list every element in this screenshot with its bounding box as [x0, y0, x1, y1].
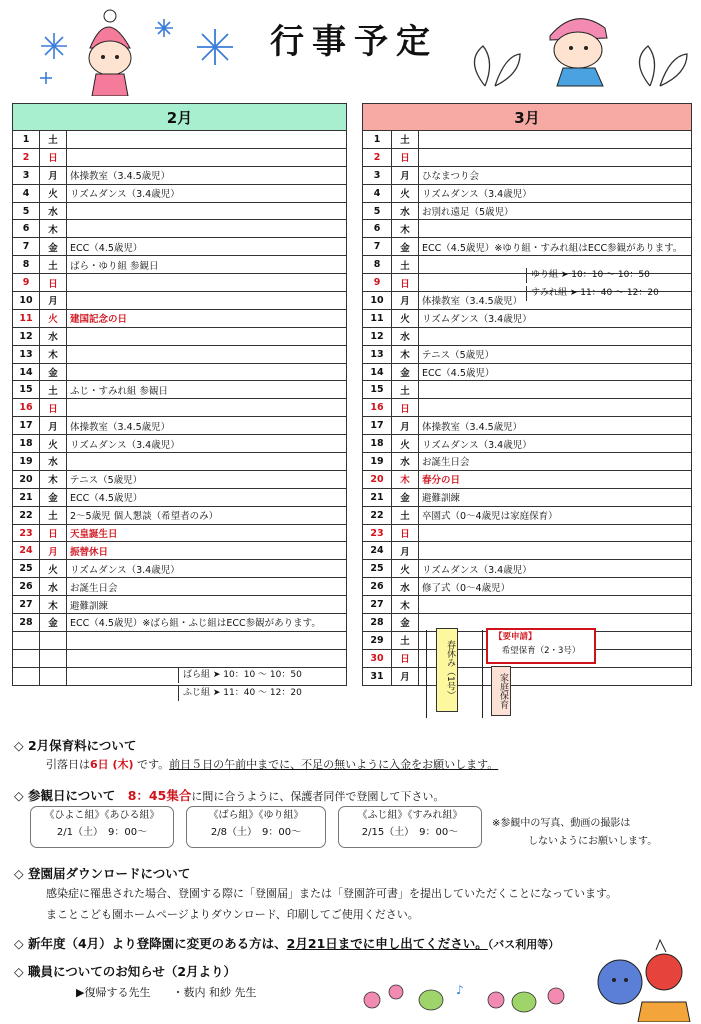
photo-note-1: ※参観中の写真、動画の撮影は: [492, 818, 631, 829]
mar-event: [419, 148, 692, 166]
feb-event: ばら・ゆり組 参観日: [67, 256, 347, 274]
mar-weekday: 月: [392, 417, 419, 435]
mar-day-number: 27: [363, 596, 392, 614]
mar-event: [419, 381, 692, 399]
mar-day-number: 14: [363, 363, 392, 381]
spring-break-arrow: [426, 630, 427, 718]
mar-day-number: 1: [363, 131, 392, 149]
march-header: 3月: [363, 104, 692, 131]
feb-event: [67, 399, 347, 417]
feb-event: [67, 274, 347, 292]
mar-day-number: 9: [363, 274, 392, 292]
mar-weekday: 火: [392, 560, 419, 578]
feb-event: ECC（4.5歳児）: [67, 238, 347, 256]
feb-row: [13, 488, 347, 506]
feb-event: 天皇誕生日: [67, 524, 347, 542]
feb-event: ECC（4.5歳児）※ばら組・ふじ組はECC参観があります。: [67, 614, 347, 632]
mar-row: [363, 488, 692, 506]
feb-day-number: [13, 631, 40, 649]
mar-row: [363, 363, 692, 381]
mar-row: [363, 131, 692, 149]
mar-row: [363, 327, 692, 345]
feb-day-number: 16: [13, 399, 40, 417]
svg-text:♪: ♪: [456, 983, 464, 997]
mar-row: [363, 220, 692, 238]
mar-weekday: 月: [392, 166, 419, 184]
mar-day-number: 17: [363, 417, 392, 435]
spring-break-label: 春休み（1号）: [436, 628, 458, 712]
feb-day-number: 20: [13, 470, 40, 488]
feb-weekday: 土: [40, 256, 67, 274]
mar-weekday: 日: [392, 524, 419, 542]
mar-weekday: 日: [392, 148, 419, 166]
feb-event: 体操教室（3.4.5歳児）: [67, 417, 347, 435]
feb-day-number: 14: [13, 363, 40, 381]
feb-day-number: 9: [13, 274, 40, 292]
download-text-1: 感染症に罹患された場合、登園する際に「登園届」または「登園許可書」を提出していただくことになっています。: [46, 887, 618, 900]
feb-event: [67, 327, 347, 345]
feb-row: [13, 578, 347, 596]
new-year-notice: ◇ 新年度（4月）より登降園に変更のある方は、2月21日までに申し出てください。（バス利用等）: [14, 936, 560, 951]
feb-day-number: 3: [13, 166, 40, 184]
mar-day-number: 7: [363, 238, 392, 256]
download-text-2: まことこども園ホームページよりダウンロード、印刷してご使用ください。: [46, 908, 419, 921]
feb-row: [13, 202, 347, 220]
feb-day-number: 12: [13, 327, 40, 345]
february-calendar: [12, 103, 347, 686]
feb-day-number: 2: [13, 148, 40, 166]
mar-weekday: 水: [392, 453, 419, 471]
feb-row: [13, 345, 347, 363]
feb-row: [13, 560, 347, 578]
feb-weekday: 月: [40, 292, 67, 310]
mar-event: 修了式（0～4歳児）: [419, 578, 692, 596]
mar-row: [363, 435, 692, 453]
feb-weekday: 日: [40, 274, 67, 292]
mar-weekday: 木: [392, 470, 419, 488]
mar-weekday: 金: [392, 363, 419, 381]
feb-event: リズムダンス（3.4歳児）: [67, 184, 347, 202]
feb-weekday: [40, 667, 67, 685]
feb-row: [13, 649, 347, 667]
feb-event: [67, 345, 347, 363]
mar-event: リズムダンス（3.4歳児）: [419, 309, 692, 327]
mar-day-number: 5: [363, 202, 392, 220]
feb-row: [13, 363, 347, 381]
mar-weekday: 土: [392, 256, 419, 274]
feb-row: [13, 417, 347, 435]
feb-event: [67, 220, 347, 238]
mar-row: [363, 596, 692, 614]
feb-weekday: 月: [40, 166, 67, 184]
mar-event: [419, 131, 692, 149]
feb-row: [13, 256, 347, 274]
feb-day-number: 28: [13, 614, 40, 632]
feb-day-number: [13, 649, 40, 667]
feb-day-number: 18: [13, 435, 40, 453]
feb-row: [13, 148, 347, 166]
feb-event: [67, 202, 347, 220]
feb-weekday: 土: [40, 506, 67, 524]
mar-event: 春分の日: [419, 470, 692, 488]
mar-weekday: 水: [392, 327, 419, 345]
mar-weekday: 月: [392, 292, 419, 310]
mar-weekday: 土: [392, 381, 419, 399]
feb-weekday: 水: [40, 327, 67, 345]
page-title: 行事予定: [270, 22, 438, 62]
feb-row: [13, 542, 347, 560]
mar-row: [363, 578, 692, 596]
feb-row: [13, 274, 347, 292]
feb-event: ECC（4.5歳児）: [67, 488, 347, 506]
feb-day-number: 24: [13, 542, 40, 560]
mar-weekday: 木: [392, 220, 419, 238]
mar-day-number: 2: [363, 148, 392, 166]
feb-event: ふじ・すみれ組 参観日: [67, 381, 347, 399]
home-care-label: 家庭保育: [491, 666, 511, 716]
photo-note-2: しないようにお願いします。: [528, 836, 658, 847]
feb-fuji-time: ふじ組 ➤ 11：40 ～ 12：20: [178, 686, 302, 701]
fee-heading: ◇ 2月保育料について: [14, 738, 137, 753]
feb-day-number: 15: [13, 381, 40, 399]
feb-event: テニス（5歳児）: [67, 470, 347, 488]
feb-event: 2～5歳児 個人懇談（希望者のみ）: [67, 506, 347, 524]
feb-day-number: 10: [13, 292, 40, 310]
mar-weekday: 日: [392, 274, 419, 292]
feb-day-number: 8: [13, 256, 40, 274]
mar-weekday: 木: [392, 345, 419, 363]
feb-weekday: 日: [40, 148, 67, 166]
mar-weekday: 木: [392, 596, 419, 614]
mar-day-number: 29: [363, 631, 392, 649]
feb-weekday: 日: [40, 524, 67, 542]
feb-day-number: 25: [13, 560, 40, 578]
feb-day-number: 1: [13, 131, 40, 149]
mar-day-number: 6: [363, 220, 392, 238]
feb-day-number: 22: [13, 506, 40, 524]
mar-weekday: 金: [392, 488, 419, 506]
mar-day-number: 10: [363, 292, 392, 310]
mar-row: [363, 470, 692, 488]
mar-row: [363, 238, 692, 256]
feb-day-number: 26: [13, 578, 40, 596]
mar-weekday: 日: [392, 649, 419, 667]
feb-day-number: 17: [13, 417, 40, 435]
mar-yuri-time: ゆり組 ➤ 10：10 ～ 10：50: [526, 268, 650, 283]
visit-box-fuji-sumire: 《ふじ組》《すみれ組》 2/15（土） 9：00～: [338, 806, 482, 848]
mar-day-number: 4: [363, 184, 392, 202]
feb-row: [13, 506, 347, 524]
mar-row: [363, 381, 692, 399]
snowflake-icon: [193, 25, 237, 69]
feb-event: [67, 148, 347, 166]
mar-event: ひなまつり会: [419, 166, 692, 184]
feb-weekday: 水: [40, 578, 67, 596]
mar-weekday: 月: [392, 667, 419, 685]
mar-row: [363, 166, 692, 184]
mar-row: [363, 667, 692, 685]
feb-day-number: 13: [13, 345, 40, 363]
mar-event: [419, 596, 692, 614]
feb-row: [13, 399, 347, 417]
feb-day-number: 7: [13, 238, 40, 256]
mar-day-number: 21: [363, 488, 392, 506]
flowers-birds-illustration: [356, 978, 576, 1018]
mar-row: [363, 453, 692, 471]
feb-weekday: 水: [40, 453, 67, 471]
feb-weekday: 金: [40, 238, 67, 256]
feb-bara-time: ばら組 ➤ 10：10 ～ 10：50: [178, 668, 302, 683]
visit-box-hiyoko-ahiru: 《ひよこ組》《あひる組》 2/1（土） 9：00～: [30, 806, 174, 848]
feb-day-number: 4: [13, 184, 40, 202]
march-calendar: [362, 103, 692, 686]
feb-row: [13, 327, 347, 345]
feb-event: [67, 363, 347, 381]
feb-weekday: 月: [40, 542, 67, 560]
feb-row: [13, 309, 347, 327]
feb-row: [13, 614, 347, 632]
mar-event: [419, 220, 692, 238]
feb-weekday: 金: [40, 614, 67, 632]
feb-row: [13, 184, 347, 202]
mar-day-number: 31: [363, 667, 392, 685]
feb-row: [13, 631, 347, 649]
running-child-illustration: [465, 6, 697, 96]
mar-day-number: 19: [363, 453, 392, 471]
feb-weekday: 火: [40, 435, 67, 453]
mar-row: [363, 309, 692, 327]
feb-weekday: 日: [40, 399, 67, 417]
feb-row: [13, 524, 347, 542]
mar-day-number: 18: [363, 435, 392, 453]
fee-text: 引落日は6日 (木) です。前日５日の午前中までに、不足の無いように入金をお願いします。: [46, 758, 499, 771]
mar-row: [363, 417, 692, 435]
mar-row: [363, 148, 692, 166]
february-header: 2月: [13, 104, 347, 131]
feb-event: リズムダンス（3.4歳児）: [67, 560, 347, 578]
feb-row: [13, 596, 347, 614]
mar-event: リズムダンス（3.4歳児）: [419, 560, 692, 578]
feb-day-number: 5: [13, 202, 40, 220]
feb-weekday: 木: [40, 470, 67, 488]
feb-row: [13, 238, 347, 256]
feb-event: 避難訓練: [67, 596, 347, 614]
mar-row: [363, 202, 692, 220]
feb-row: [13, 381, 347, 399]
mar-weekday: 月: [392, 542, 419, 560]
staff-returning: ▶復帰する先生 ・薮内 和紗 先生: [76, 986, 257, 999]
feb-row: [13, 131, 347, 149]
mar-weekday: 水: [392, 202, 419, 220]
feb-weekday: 火: [40, 184, 67, 202]
feb-row: [13, 435, 347, 453]
feb-event: 建国記念の日: [67, 309, 347, 327]
mar-day-number: 13: [363, 345, 392, 363]
mar-event: [419, 327, 692, 345]
snowflake-girl-illustration: [32, 8, 182, 96]
mar-weekday: 火: [392, 309, 419, 327]
mar-day-number: 15: [363, 381, 392, 399]
feb-day-number: 27: [13, 596, 40, 614]
feb-row: [13, 220, 347, 238]
mar-day-number: 12: [363, 327, 392, 345]
feb-row: [13, 453, 347, 471]
feb-weekday: 水: [40, 202, 67, 220]
mar-day-number: 24: [363, 542, 392, 560]
feb-weekday: 月: [40, 417, 67, 435]
feb-weekday: 木: [40, 345, 67, 363]
mar-day-number: 26: [363, 578, 392, 596]
mar-event: [419, 667, 692, 685]
mar-row: [363, 184, 692, 202]
mar-day-number: 11: [363, 309, 392, 327]
visit-box-bara-yuri: 《ばら組》《ゆり組》 2/8（土） 9：00～: [186, 806, 326, 848]
feb-event: [67, 631, 347, 649]
home-care-arrow: [482, 630, 483, 718]
feb-day-number: 21: [13, 488, 40, 506]
mar-weekday: 水: [392, 578, 419, 596]
mar-day-number: 25: [363, 560, 392, 578]
mar-weekday: 土: [392, 631, 419, 649]
feb-event: [67, 649, 347, 667]
mar-event: リズムダンス（3.4歳児）: [419, 435, 692, 453]
feb-row: [13, 166, 347, 184]
mar-event: リズムダンス（3.4歳児）: [419, 184, 692, 202]
mar-row: [363, 560, 692, 578]
mar-event: 体操教室（3.4.5歳児）: [419, 417, 692, 435]
feb-day-number: 6: [13, 220, 40, 238]
feb-event: 振替休日: [67, 542, 347, 560]
mar-day-number: 3: [363, 166, 392, 184]
feb-weekday: 木: [40, 220, 67, 238]
mar-weekday: 日: [392, 399, 419, 417]
feb-weekday: [40, 631, 67, 649]
mar-event: [419, 542, 692, 560]
mar-weekday: 火: [392, 435, 419, 453]
feb-weekday: 金: [40, 363, 67, 381]
feb-event: お誕生日会: [67, 578, 347, 596]
feb-weekday: [40, 649, 67, 667]
special-care-request-box: [486, 628, 596, 664]
mar-event: お別れ遠足（5歳児）: [419, 202, 692, 220]
mar-day-number: 23: [363, 524, 392, 542]
feb-day-number: [13, 667, 40, 685]
download-heading: ◇ 登園届ダウンロードについて: [14, 866, 191, 881]
mar-row: [363, 506, 692, 524]
mar-weekday: 金: [392, 238, 419, 256]
mar-row: [363, 345, 692, 363]
feb-weekday: 火: [40, 309, 67, 327]
oni-demon-illustration: [582, 938, 694, 1022]
feb-weekday: 木: [40, 596, 67, 614]
mar-event: テニス（5歳児）: [419, 345, 692, 363]
mar-weekday: 金: [392, 614, 419, 632]
feb-weekday: 金: [40, 488, 67, 506]
mar-day-number: 22: [363, 506, 392, 524]
feb-event: 体操教室（3.4.5歳児）: [67, 166, 347, 184]
visit-heading: ◇ 参観日について 8：45集合に間に合うように、保護者同伴で登園して下さい。: [14, 788, 445, 803]
mar-weekday: 土: [392, 131, 419, 149]
feb-weekday: 土: [40, 131, 67, 149]
mar-event: 卒園式（0～4歳児は家庭保育）: [419, 506, 692, 524]
mar-event: 体操教室（3.4.5歳児）: [419, 292, 692, 310]
mar-event: お誕生日会: [419, 453, 692, 471]
feb-row: [13, 292, 347, 310]
mar-day-number: 20: [363, 470, 392, 488]
mar-event: [419, 399, 692, 417]
feb-row: [13, 470, 347, 488]
feb-event: [67, 131, 347, 149]
mar-weekday: 土: [392, 506, 419, 524]
feb-day-number: 23: [13, 524, 40, 542]
mar-row: [363, 524, 692, 542]
feb-day-number: 19: [13, 453, 40, 471]
mar-day-number: 30: [363, 649, 392, 667]
mar-row: [363, 542, 692, 560]
mar-weekday: 火: [392, 184, 419, 202]
mar-day-number: 28: [363, 614, 392, 632]
feb-weekday: 火: [40, 560, 67, 578]
feb-weekday: 土: [40, 381, 67, 399]
mar-day-number: 8: [363, 256, 392, 274]
feb-day-number: 11: [13, 309, 40, 327]
feb-event: リズムダンス（3.4歳児）: [67, 435, 347, 453]
mar-row: [363, 399, 692, 417]
mar-sumire-time: すみれ組 ➤ 11：40 ～ 12：20: [526, 286, 659, 301]
mar-day-number: 16: [363, 399, 392, 417]
mar-event: [419, 524, 692, 542]
mar-event: 避難訓練: [419, 488, 692, 506]
mar-event: ECC（4.5歳児）: [419, 363, 692, 381]
feb-event: [67, 292, 347, 310]
mar-event: ECC（4.5歳児）※ゆり組・すみれ組はECC参観があります。: [419, 238, 692, 256]
feb-event: [67, 453, 347, 471]
request-text: 希望保育（2・3号）: [501, 646, 581, 656]
request-title: 【要申請】: [494, 632, 537, 642]
staff-heading: ◇ 職員についてのお知らせ（2月より）: [14, 964, 237, 979]
